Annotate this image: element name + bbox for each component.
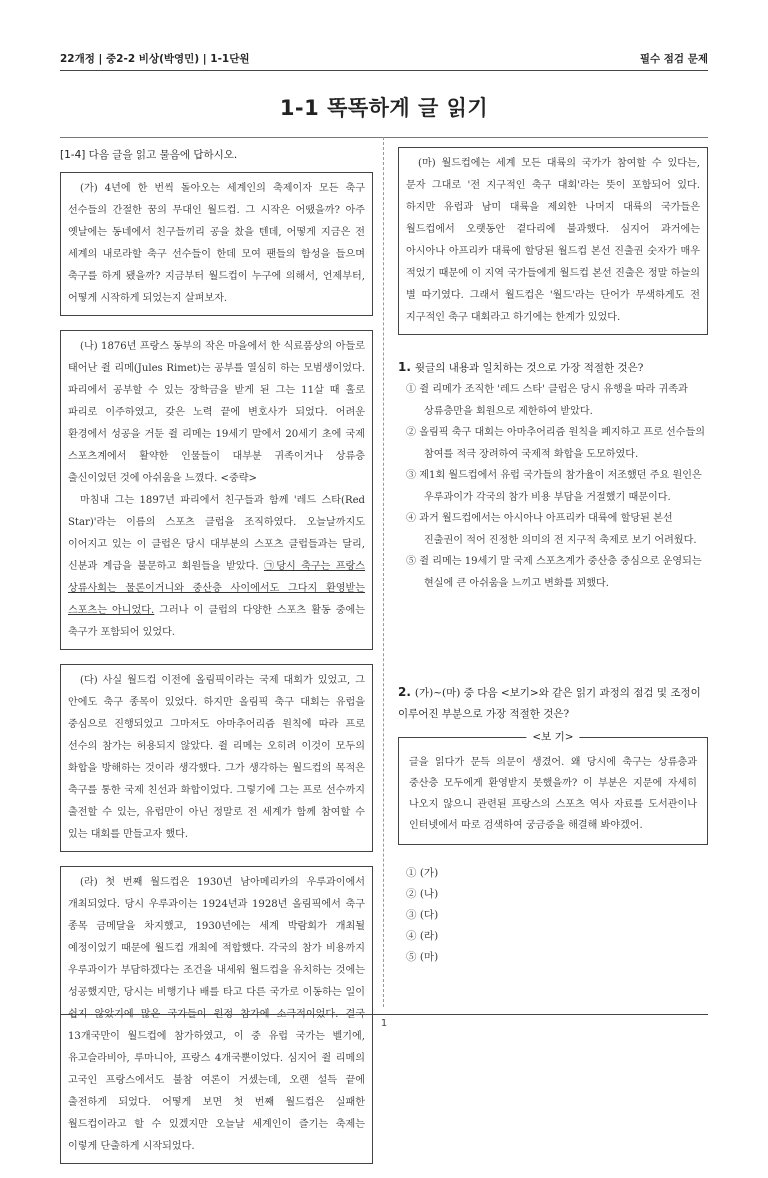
question-1-number: 1. <box>398 360 411 374</box>
question-2-option[interactable]: ① (가) <box>406 867 439 879</box>
passage-da-box <box>60 664 373 852</box>
page-title: 1-1 똑똑하게 글 읽기 <box>279 96 489 120</box>
passage-ga-box <box>60 172 373 316</box>
right-column <box>398 147 708 968</box>
instruction-text: [1-4] 다음 글을 읽고 물음에 답하시오. <box>60 149 238 161</box>
footer-divider <box>60 1014 708 1015</box>
header-course-info: 22개정 | 중2-2 비상(박영민) | 1-1단원 <box>60 52 250 65</box>
question-2-stem: 2. (가)~(마) 중 다음 <보기>와 같은 읽기 과정의 점검 및 조정이 이루어진 부분으로 가장 적절한 것은? <box>398 685 701 720</box>
page-number: 1 <box>380 1018 388 1029</box>
bogi-text: 글을 읽다가 문득 의문이 생겼어. 왜 당시에 축구는 상류층과 중산층 모두에게 환영받지 못했을까? 이 부분은 지문에 자세히 나오지 않으니 관련된 프랑스의 스포츠 역사 자료를 도서관이나 인터넷에서 따로 검색하여 궁금증을 해결해 봐야겠어. <box>409 757 697 831</box>
underlined-sentence: ㉠당시 축구는 프랑스 상류사회는 물론이거니와 중산층 사이에서도 그다지 환영받는 스포츠는 아니었다. <box>68 561 366 616</box>
title-divider <box>60 137 708 138</box>
question-2 <box>398 682 708 968</box>
passage-na-box <box>60 330 373 650</box>
question-1-option[interactable]: ④ 과거 월드컵에서는 아시아나 아프리카 대륙에 할당된 본선 진출권이 적어 진정한 의미의 전 지구적 축제로 보기 어려웠다. <box>406 513 697 546</box>
passage-na-2 <box>68 490 365 644</box>
question-2-option[interactable]: ⑤ (마) <box>406 951 439 963</box>
passage-na-2-before: 마침내 그는 1897년 파리에서 친구들과 함께 '레드 스타(Red Star)'라는 이름의 스포츠 클럽을 조직하였다. 오늘날까지도 이어지고 있는 이 클럽은 당시 대부분의 스포츠 클럽들과는 달리, 신분과 계급을 불문하고 회원들을 받았다. <box>68 495 365 572</box>
bogi-label: <보 기> <box>526 729 579 744</box>
header-divider <box>60 70 708 71</box>
passage-ma-box <box>398 147 708 335</box>
passage-na-1: (나) 1876년 프랑스 동부의 작은 마을에서 한 식료품상의 아들로 태어난 쥘 리메(Jules Rimet)는 공부를 열심히 하는 모범생이었다. 파리에서 공부할 수 있는 장학금을 받게 된 그는 11살 때 홀로 파리로 이주하였고, 갖은 노력 끝에 변호사가 되었다. 어려운 환경에서 성공을 거둔 쥘 리메는 19세기 말에서 20세기 초에 국제 스포츠계에서 활약한 인물들이 대부분 귀족이거나 상류층 출신이었던 것에 아쉬움을 느꼈다. <중략> <box>68 341 365 484</box>
question-1-option[interactable]: ③ 제1회 월드컵에서 유럽 국가들의 참가율이 저조했던 주요 원인은 우루과이가 각국의 참가 비용 부담을 거절했기 때문이다. <box>406 470 702 503</box>
passage-ga: (가) 4년에 한 번씩 돌아오는 세계인의 축제이자 모든 축구 선수들의 간절한 꿈의 무대인 월드컵. 그 시작은 어땠을까? 아주 옛날에는 동네에서 친구들끼리 공을 찼을 텐데, 어떻게 지금은 전 세계의 내로라할 축구 선수들이 한데 모여 팬들의 함성을 들으며 축구를 하게 됐을까? 지금부터 월드컵이 누구에 의해서, 언제부터, 어떻게 시작하게 되었는지 살펴보자. <box>68 183 365 304</box>
passage-na-2-after: 그러나 이 클럽의 다양한 스포츠 활동 중에는 축구가 포함되어 있었다. <box>68 605 366 638</box>
passage-da: (다) 사실 월드컵 이전에 올림픽이라는 국제 대회가 있었고, 그 안에도 축구 종목이 있었다. 하지만 올림픽 축구 대회는 유럽을 중심으로 진행되었고 그마저도 아마추어리즘 원칙에 따라 프로 선수의 참가는 허용되지 않았다. 쥘 리메는 오히려 이것이 모두의 화합을 방해하는 것이라 생각했다. 그가 생각하는 월드컵의 목적은 축구를 통한 국제 친선과 화합이었다. 그렇기에 그는 프로 선수까지 출전할 수 있는, 유럽만이 아닌 정말로 전 세계가 함께 참여할 수 있는 대회를 만들고자 했다. <box>68 675 365 840</box>
header-section-label: 필수 점검 문제 <box>639 52 708 65</box>
column-divider <box>383 137 384 1007</box>
question-1 <box>398 357 708 594</box>
passage-ma: (마) 월드컵에는 세계 모든 대륙의 국가가 참여할 수 있다는, 문자 그대로 '전 지구적인 축구 대회'라는 뜻이 포함되어 있다. 하지만 유럽과 남미 대륙을 제외한 나머지 대륙의 국가들은 월드컵에서 오랫동안 곁다리에 불과했다. 심지어 과거에는 아시아나 아프리카 대륙에 할당된 월드컵 본선 진출권 숫자가 매우 적었기 때문에 이 지역 국가들에게 월드컵 본선 진출은 정말 하늘의 별 따기였다. 그래서 월드컵은 '월드'라는 단어가 무색하게도 전 지구적인 축구 대회라고 하기에는 한계가 있었다. <box>406 158 700 323</box>
question-1-option[interactable]: ⑤ 쥘 리메는 19세기 말 국제 스포츠계가 중산층 중심으로 운영되는 현실에 큰 아쉬움을 느끼고 변화를 꾀했다. <box>406 556 702 589</box>
question-2-number: 2. <box>398 685 411 699</box>
passage-ra-box <box>60 866 373 1164</box>
bogi-box <box>398 731 708 845</box>
question-2-option[interactable]: ③ (다) <box>406 909 439 921</box>
question-2-option[interactable]: ④ (라) <box>406 930 439 942</box>
question-1-stem: 1. 윗글의 내용과 일치하는 것으로 가장 적절한 것은? <box>398 360 644 374</box>
question-2-option[interactable]: ② (나) <box>406 888 439 900</box>
passage-ra: (라) 첫 번째 월드컵은 1930년 남아메리카의 우루과이에서 개최되었다. 당시 우루과이는 1924년과 1928년 올림픽에서 축구 종목 금메달을 차지했고, 1930년에는 세계 박람회가 개최될 예정이었기 때문에 월드컵 개최에 적합했다. 각국의 참가 비용까지 우루과이가 부담하겠다는 조건을 내세워 월드컵을 유치하는 것에는 성공했지만, 당시는 비행기나 배를 타고 다른 국가로 이동하는 일이 쉽지 않았기에 많은 국가들이 원정 참가에 소극적이었다. 결국 13개국만이 월드컵에 참가하였고, 이 중 유럽 국가는 벨기에, 유고슬라비아, 루마니아, 프랑스 4개국뿐이었다. 심지어 쥘 리메의 고국인 프랑스에서도 불참 여론이 거셌는데, 오랜 설득 끝에 출전하게 되었다. 어떻게 보면 첫 번째 월드컵은 실패한 월드컵이라고 할 수 있겠지만 오늘날 세계인이 즐기는 축제는 이렇게 단출하게 시작되었다. <box>68 877 365 1152</box>
question-1-option[interactable]: ① 쥘 리메가 조직한 '레드 스타' 클럽은 당시 유행을 따라 귀족과 상류층만을 회원으로 제한하여 받았다. <box>406 384 688 417</box>
page-header <box>60 47 708 69</box>
question-1-option[interactable]: ② 올림픽 축구 대회는 아마추어리즘 원칙을 폐지하고 프로 선수들의 참여를 적극 장려하여 국제적 화합을 도모하였다. <box>406 427 706 460</box>
